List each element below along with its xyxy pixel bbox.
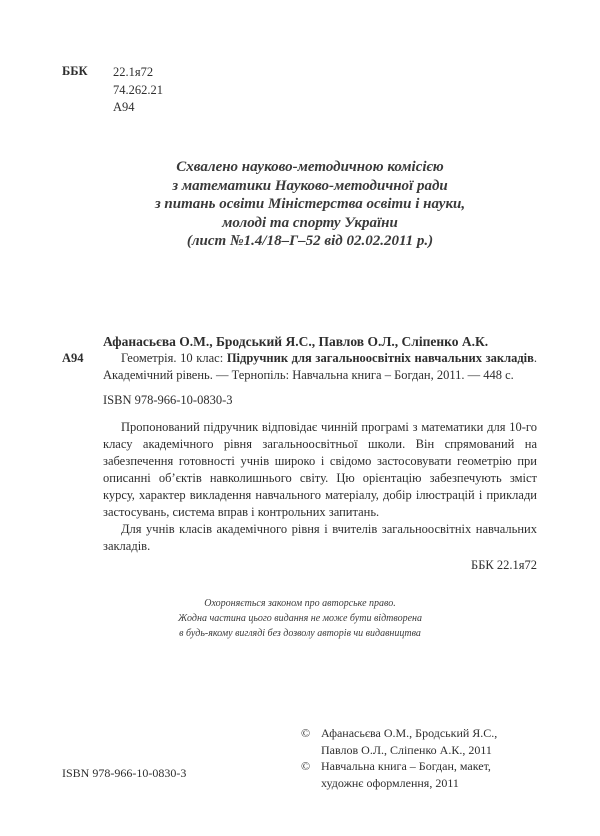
rights-notice [60,596,540,641]
title-plain: Геометрія. 10 клас: [121,351,227,365]
approval-line: з математики Науково-методичної ради [172,177,448,194]
biblio-rest: . Академічний рівень. — Тернопіль: Навчальна книга – Богдан, 2011. — 448 с. [103,351,538,382]
copyright-block [301,725,497,791]
imprint-bottom [0,725,600,805]
title-bold: Підручник для загальноосвітніх навчальних закладів [226,351,534,365]
catalog-index: А94 [62,351,84,365]
bbk-code: 74.262.21 [113,82,163,97]
copyright-line: Афанасьєва О.М., Бродський Я.С., [321,726,498,740]
annotation-paragraph: Для учнів класів академічного рівня і вчителів загальноосвітніх навчальних закладів. [103,522,537,553]
isbn: ISBN 978-966-10-0830-3 [103,393,233,407]
annotation-paragraph: Пропонований підручник відповідає чинній програмі з математики для 10-го класу академічного рівня загальноосвітньої школи. Він спрямований на забезпечення готовності учнів широко і свідомо застосовувати геометрію при описанні об’єктів навколишнього світу. Цю орієнтацію забезпечують зміст курсу, характер викладення навчального матеріалу, добір ілюстрацій і приклади застосувань, система вправ і контрольних запитань. [103,420,537,519]
approval-line: з питань освіти Міністерства освіти і науки, [154,196,466,213]
approval-line: Схвалено науково-методичною комісією [176,159,444,175]
rights-line: Жодна частина цього видання не може бути відтворена [178,613,422,624]
approval-line: молоді та спорту України [222,214,398,231]
bibliographic-row [62,350,538,384]
bibliographic-record [103,350,537,384]
bbk-code: А94 [113,100,135,114]
copyright-line: Навчальна книга – Богдан, макет, [321,759,491,773]
copyright-entry [301,758,497,791]
approval-note [60,158,560,251]
copyright-icon: © [301,726,311,740]
copyright-line: Павлов О.Л., Сліпенко А.К., 2011 [321,742,492,757]
authors: Афанасьєва О.М., Бродський Я.С., Павлов О.Л., Сліпенко А.К. [103,334,489,349]
bbk-code: 22.1я72 [113,65,154,79]
bbk-codes [113,64,163,117]
bbk-footer: ББК 22.1я72 [471,558,537,572]
isbn-bottom: ISBN 978-966-10-0830-3 [62,766,187,780]
rights-line: Охороняється законом про авторське право. [204,598,396,609]
copyright-entry [301,725,497,758]
copyright-icon: © [301,759,311,773]
approval-line: (лист №1.4/18–Г–52 від 02.02.2011 р.) [186,233,434,250]
rights-line: в будь-якому вигляді без дозволу авторів чи видавництва [179,628,421,639]
bbk-label: ББК [62,64,88,78]
main-flow [0,333,600,805]
annotation [103,419,537,555]
copyright-line: художнє оформлення, 2011 [321,775,459,790]
